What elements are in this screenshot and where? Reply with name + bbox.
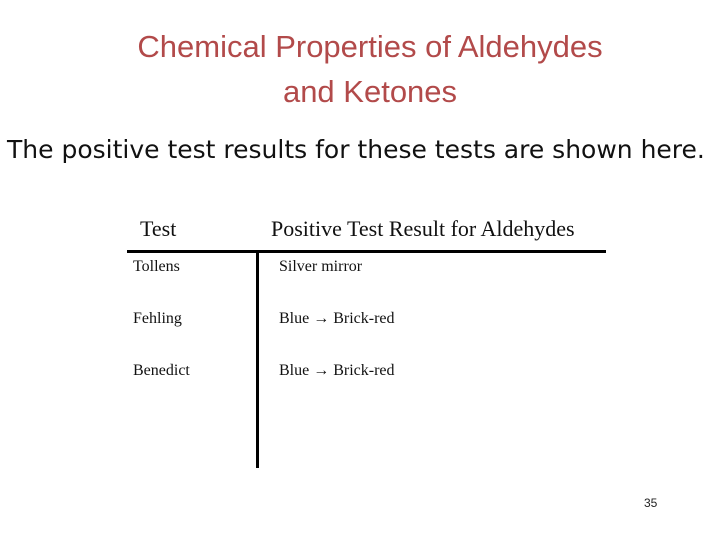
table-cell-test: Benedict [133,362,190,379]
table-cell-test: Tollens [133,258,180,275]
table-cell-test: Fehling [133,310,182,327]
table-header-result: Positive Test Result for Aldehydes [271,216,575,241]
table-header-test: Test [140,216,177,241]
slide-title [20,24,720,114]
table-header-rule [127,250,606,253]
table-column-rule [256,250,259,468]
table-cell-result: Blue → Brick-red [279,362,395,379]
page-number: 35 [644,496,658,510]
table-cell-result: Silver mirror [279,258,363,275]
slide-title-line-1: Chemical Properties of Aldehydes [137,29,603,64]
table-cell-result: Blue → Brick-red [279,310,395,327]
body-text: The positive test results for these tests are shown here. [7,135,705,164]
slide-title-line-2: and Ketones [282,74,458,109]
